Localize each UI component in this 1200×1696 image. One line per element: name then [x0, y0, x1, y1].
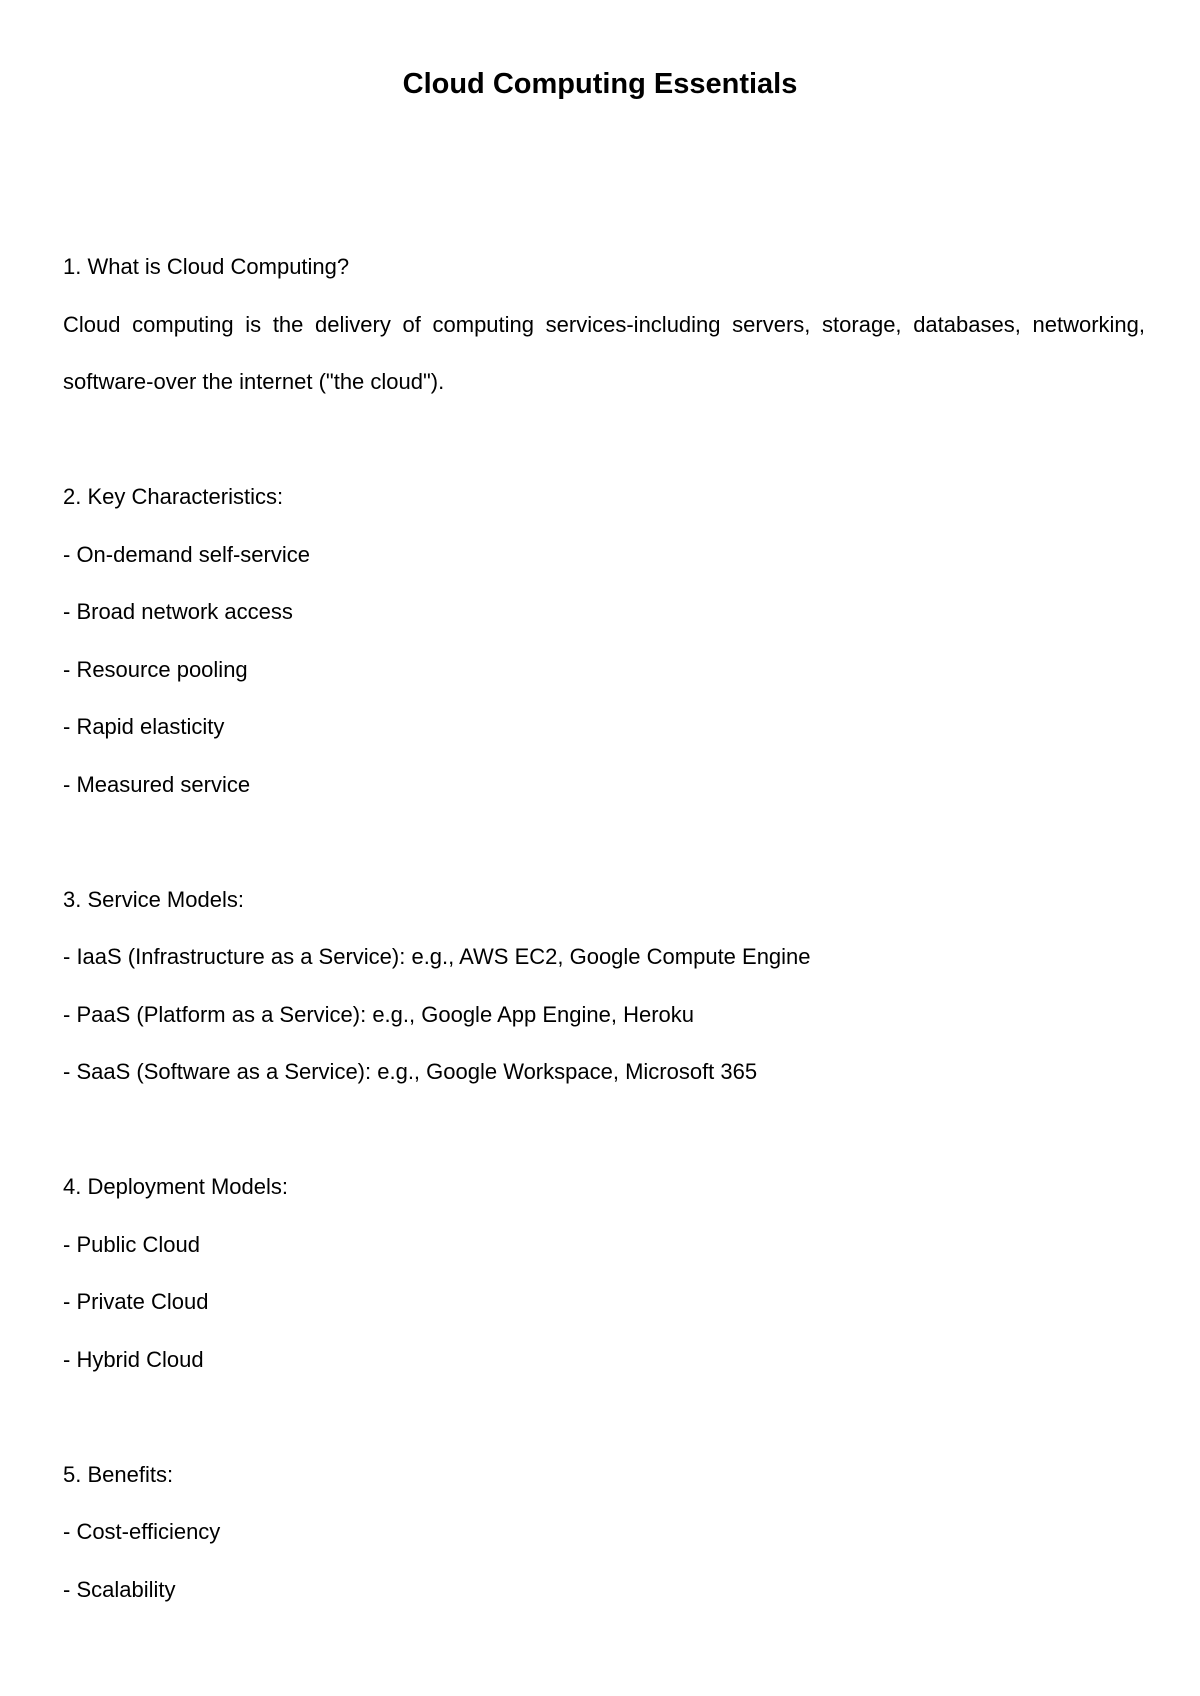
list-item: - Resource pooling: [63, 656, 248, 682]
section-spacer: [63, 411, 1145, 469]
list-item: - Hybrid Cloud: [63, 1346, 204, 1372]
list-item: - Cost-efficiency: [63, 1519, 221, 1544]
section-service-models: [63, 871, 1145, 1101]
document-title: Cloud Computing Essentials: [402, 68, 798, 100]
section-heading: 2. Key Characteristics:: [63, 484, 284, 509]
list-item: - On-demand self-service: [63, 541, 310, 567]
section-heading: 5. Benefits:: [63, 1461, 174, 1487]
section-spacer: [63, 1101, 1145, 1159]
section-deployment-models: [63, 1158, 1145, 1388]
section-key-characteristics: [63, 468, 1145, 813]
section-spacer: [63, 1388, 1145, 1446]
list-item: - Measured service: [63, 771, 251, 797]
list-item: - IaaS (Infrastructure as a Service): e.g., AWS EC2, Google Compute Engine: [63, 944, 811, 969]
list-item: - Broad network access: [63, 599, 293, 624]
section-heading: 3. Service Models:: [63, 886, 244, 912]
list-item: - Scalability: [63, 1576, 176, 1602]
list-item: - SaaS (Software as a Service): e.g., Google Workspace, Microsoft 365: [63, 1059, 758, 1084]
list-item: - PaaS (Platform as a Service): e.g., Google App Engine, Heroku: [63, 1001, 694, 1027]
section-paragraph: Cloud computing is the delivery of computing services-including servers, storage, databases, networking, software-over the internet ("the cloud").: [63, 311, 1145, 394]
list-item: - Rapid elasticity: [63, 714, 225, 739]
list-item: - Private Cloud: [63, 1289, 209, 1314]
list-item: - Public Cloud: [63, 1231, 200, 1257]
section-what-is-cloud: [63, 238, 1145, 411]
section-spacer: [63, 813, 1145, 871]
section-heading: 4. Deployment Models:: [63, 1174, 288, 1199]
section-heading: 1. What is Cloud Computing?: [63, 254, 350, 279]
section-benefits: [63, 1446, 1145, 1619]
document-body: [63, 238, 1145, 1618]
